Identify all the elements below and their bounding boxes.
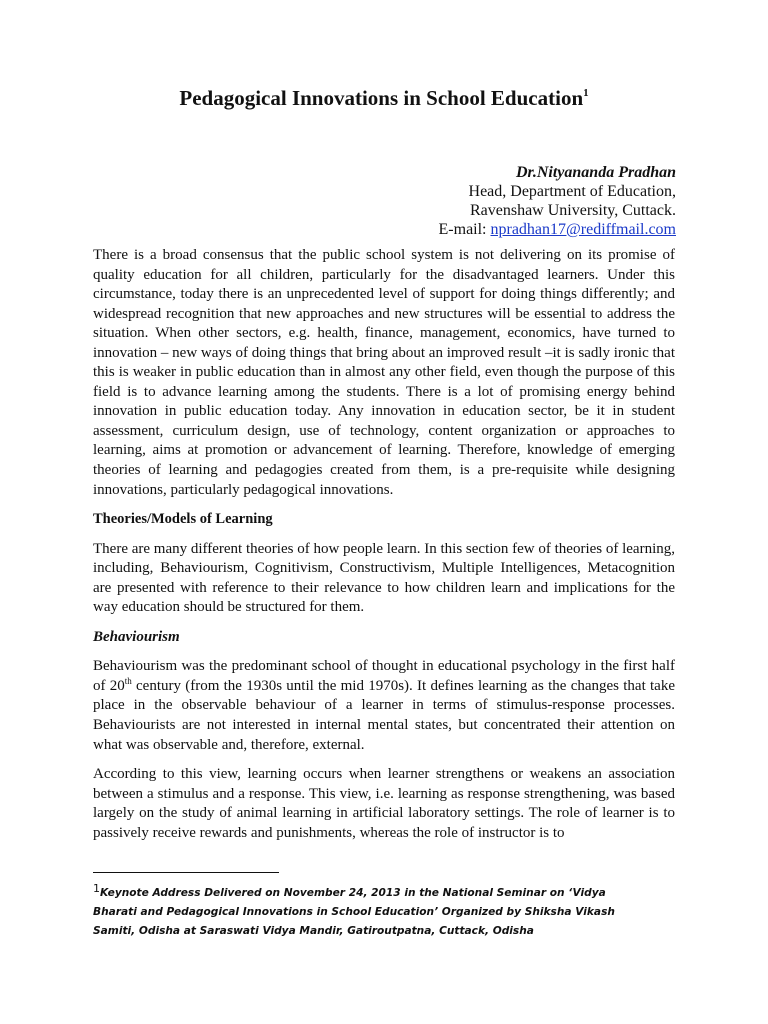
footnote-divider [93,872,279,873]
title-footnote-mark[interactable]: 1 [583,87,589,99]
body-text [93,246,675,853]
behaviourism-paragraph-2: According to this view, learning occurs when learner strengthens or weakens an association between a stimulus and a response. This view, i.e. learning as response strengthening, was based largely on the study of animal learning in artificial laboratory settings. The role of learner is to passively receive rewards and punishments, whereas the role of instructor is to [93,766,675,841]
author-institution: Ravenshaw University, Cuttack. [469,202,676,219]
email-link[interactable]: npradhan17@rediffmail.com [490,221,676,238]
author-email-line [439,220,676,239]
section-heading-behaviourism: Behaviourism [93,628,180,645]
footnote-text: Keynote Address Delivered on November 24, 2013 in the National Seminar on ‘Vidya Bharati and Pedagogical Innovations in School Education’ Organized by Shiksha Vikash Samiti, Odisha at Saraswati Vidya Mandir, Gatiroutpatna, Cuttack, Odisha [93,887,615,937]
theories-paragraph: There are many different theories of how people learn. In this section few of theories of learning, including, Behaviourism, Cognitivism, Constructivism, Multiple Intelligences, Metacognition are presented with reference to their relevance to how children learn and implications for the way education should be structured for them. [93,540,676,616]
footnote [93,879,653,941]
ordinal-suffix: th [124,675,132,686]
author-position: Head, Department of Education, [468,183,676,200]
title-text: Pedagogical Innovations in School Education [179,86,584,110]
behaviourism-p1-part-1: Behaviourism was the predominant school of thought in educational psychology in the first half of 20 [93,658,675,694]
footnote-mark: 1 [93,882,100,895]
behaviourism-paragraph-1 [93,657,675,755]
intro-paragraph: There is a broad consensus that the public school system is not delivering on its promise of quality education for all children, particularly for the disadvantaged learners. Under this circumstance, today there is an unprecedented level of support for doing things differently; and widespread recognition that new approaches and new structures will be essential to address the situation. When other sectors, e.g. health, finance, management, economics, have turned to innovation – new ways of doing things that bring about an improved result –it is sadly ironic that this is weaker in public education than in almost any other field, even though the purpose of this field is to advance learning among the students. There is a lot of promising energy behind innovation in public education today. Any innovation in education sector, be it in student assessment, curriculum design, use of technology, content organization or approaches to learning, aims at promotion or advancement of learning. Therefore, knowledge of emerging theories of learning and pedagogies created from them, is a pre-requisite while designing innovations, particularly pedagogical innovations. [93,247,675,498]
page-title [0,86,768,111]
email-label: E-mail: [438,221,491,238]
section-heading-theories: Theories/Models of Learning [93,511,273,528]
behaviourism-p1-part-2: century (from the 1930s until the mid 1970s). It defines learning as the changes that take place in the observable behaviour of a learner in terms of stimulus-response processes. Behaviourists are not interested in internal mental states, but concentrated their attention on what was observable and, therefore, external. [93,677,675,753]
author-name: Dr.Nityananda Pradhan [515,164,676,181]
author-block [439,163,676,239]
